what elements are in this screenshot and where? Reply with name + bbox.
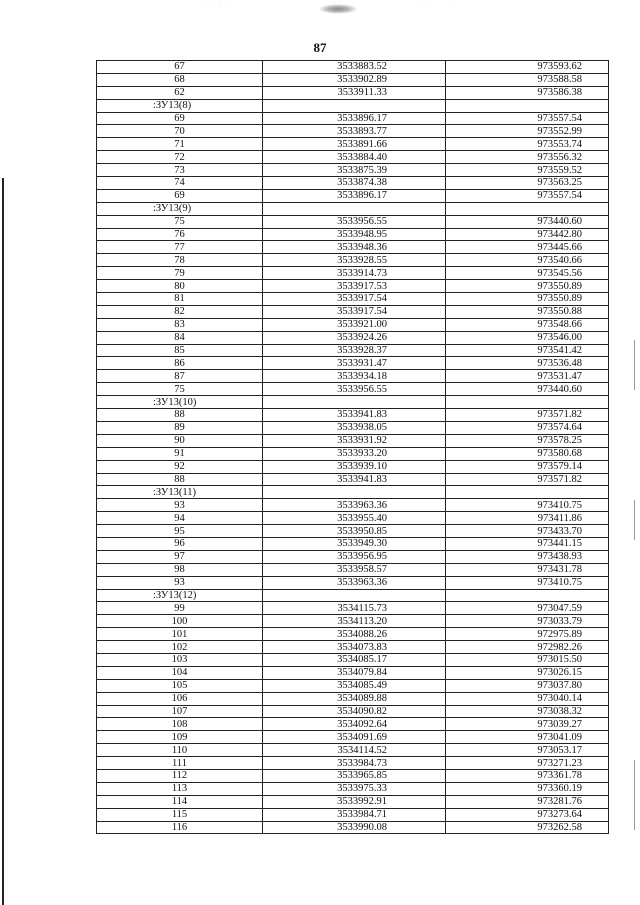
x-coordinate-cell: 3533941.83 [263, 473, 446, 486]
x-coordinate-cell: 3533938.05 [263, 421, 446, 434]
table-row [97, 61, 609, 74]
table-row [97, 228, 609, 241]
x-coordinate-cell: 3534090.82 [263, 705, 446, 718]
point-number-cell: 68 [97, 73, 263, 86]
x-coordinate-cell: 3533948.36 [263, 241, 446, 254]
y-coordinate-cell: 973580.68 [446, 447, 609, 460]
point-number-cell: 92 [97, 460, 263, 473]
x-coordinate-cell: 3533984.71 [263, 808, 446, 821]
scan-edge-left [2, 178, 4, 905]
scan-noise-right: · · · · [420, 4, 454, 10]
table-row [97, 718, 609, 731]
x-coordinate-cell: 3534091.69 [263, 731, 446, 744]
scan-noise-left: · · · · [200, 4, 234, 10]
y-coordinate-cell: 973053.17 [446, 744, 609, 757]
empty-cell [263, 486, 446, 499]
point-number-cell: 106 [97, 692, 263, 705]
table-row [97, 112, 609, 125]
x-coordinate-cell: 3533921.00 [263, 318, 446, 331]
x-coordinate-cell: 3533928.37 [263, 344, 446, 357]
x-coordinate-cell: 3533955.40 [263, 512, 446, 525]
y-coordinate-cell: 973038.32 [446, 705, 609, 718]
point-number-cell: 90 [97, 434, 263, 447]
table-row [97, 653, 609, 666]
point-number-cell: 96 [97, 537, 263, 550]
section-label: :ЗУ13(9) [97, 202, 263, 215]
table-row [97, 576, 609, 589]
section-header-row [97, 396, 609, 409]
x-coordinate-cell: 3533956.55 [263, 383, 446, 396]
table-row [97, 744, 609, 757]
x-coordinate-cell: 3533874.38 [263, 177, 446, 190]
table-row [97, 602, 609, 615]
point-number-cell: 93 [97, 499, 263, 512]
y-coordinate-cell: 973281.76 [446, 795, 609, 808]
y-coordinate-cell: 973039.27 [446, 718, 609, 731]
y-coordinate-cell: 973574.64 [446, 421, 609, 434]
x-coordinate-cell: 3533928.55 [263, 254, 446, 267]
x-coordinate-cell: 3534115.73 [263, 602, 446, 615]
point-number-cell: 104 [97, 666, 263, 679]
x-coordinate-cell: 3534088.26 [263, 628, 446, 641]
scan-mark-right-2 [634, 500, 635, 540]
point-number-cell: 74 [97, 177, 263, 190]
x-coordinate-cell: 3534085.17 [263, 653, 446, 666]
point-number-cell: 110 [97, 744, 263, 757]
scan-mark-right-1 [634, 340, 635, 390]
point-number-cell: 69 [97, 112, 263, 125]
table-row [97, 331, 609, 344]
x-coordinate-cell: 3533948.95 [263, 228, 446, 241]
y-coordinate-cell: 973578.25 [446, 434, 609, 447]
table-row [97, 254, 609, 267]
point-number-cell: 99 [97, 602, 263, 615]
y-coordinate-cell: 973015.50 [446, 653, 609, 666]
y-coordinate-cell: 973536.48 [446, 357, 609, 370]
y-coordinate-cell: 973557.54 [446, 189, 609, 202]
x-coordinate-cell: 3533917.54 [263, 293, 446, 306]
x-coordinate-cell: 3533896.17 [263, 112, 446, 125]
empty-cell [263, 396, 446, 409]
x-coordinate-cell: 3533958.57 [263, 563, 446, 576]
coordinates-table-body [97, 61, 609, 834]
point-number-cell: 85 [97, 344, 263, 357]
x-coordinate-cell: 3533956.95 [263, 550, 446, 563]
point-number-cell: 114 [97, 795, 263, 808]
y-coordinate-cell: 973541.42 [446, 344, 609, 357]
point-number-cell: 116 [97, 821, 263, 834]
y-coordinate-cell: 973047.59 [446, 602, 609, 615]
table-row [97, 705, 609, 718]
y-coordinate-cell: 973550.89 [446, 293, 609, 306]
y-coordinate-cell: 973271.23 [446, 757, 609, 770]
point-number-cell: 71 [97, 138, 263, 151]
y-coordinate-cell: 973548.66 [446, 318, 609, 331]
table-row [97, 537, 609, 550]
y-coordinate-cell: 973438.93 [446, 550, 609, 563]
table-row [97, 215, 609, 228]
x-coordinate-cell: 3533933.20 [263, 447, 446, 460]
point-number-cell: 88 [97, 473, 263, 486]
y-coordinate-cell: 973041.09 [446, 731, 609, 744]
y-coordinate-cell: 973440.60 [446, 383, 609, 396]
x-coordinate-cell: 3534092.64 [263, 718, 446, 731]
x-coordinate-cell: 3534073.83 [263, 641, 446, 654]
table-row [97, 692, 609, 705]
point-number-cell: 67 [97, 61, 263, 74]
point-number-cell: 77 [97, 241, 263, 254]
x-coordinate-cell: 3533950.85 [263, 525, 446, 538]
x-coordinate-cell: 3534085.49 [263, 679, 446, 692]
empty-cell [446, 486, 609, 499]
y-coordinate-cell: 973445.66 [446, 241, 609, 254]
table-row [97, 293, 609, 306]
y-coordinate-cell: 972982.26 [446, 641, 609, 654]
point-number-cell: 62 [97, 86, 263, 99]
point-number-cell: 100 [97, 615, 263, 628]
point-number-cell: 111 [97, 757, 263, 770]
table-row [97, 434, 609, 447]
point-number-cell: 103 [97, 653, 263, 666]
y-coordinate-cell: 973410.75 [446, 499, 609, 512]
point-number-cell: 102 [97, 641, 263, 654]
x-coordinate-cell: 3533934.18 [263, 370, 446, 383]
x-coordinate-cell: 3533931.47 [263, 357, 446, 370]
y-coordinate-cell: 973552.99 [446, 125, 609, 138]
x-coordinate-cell: 3533963.36 [263, 576, 446, 589]
y-coordinate-cell: 973586.38 [446, 86, 609, 99]
x-coordinate-cell: 3533984.73 [263, 757, 446, 770]
x-coordinate-cell: 3534113.20 [263, 615, 446, 628]
y-coordinate-cell: 973026.15 [446, 666, 609, 679]
point-number-cell: 112 [97, 769, 263, 782]
y-coordinate-cell: 973546.00 [446, 331, 609, 344]
table-row [97, 679, 609, 692]
y-coordinate-cell: 973540.66 [446, 254, 609, 267]
table-row [97, 86, 609, 99]
point-number-cell: 115 [97, 808, 263, 821]
point-number-cell: 97 [97, 550, 263, 563]
y-coordinate-cell: 973563.25 [446, 177, 609, 190]
y-coordinate-cell: 973557.54 [446, 112, 609, 125]
table-row [97, 550, 609, 563]
table-row [97, 769, 609, 782]
table-row [97, 280, 609, 293]
y-coordinate-cell: 973559.52 [446, 164, 609, 177]
table-row [97, 383, 609, 396]
point-number-cell: 86 [97, 357, 263, 370]
y-coordinate-cell: 973361.78 [446, 769, 609, 782]
point-number-cell: 108 [97, 718, 263, 731]
section-label: :ЗУ13(8) [97, 99, 263, 112]
y-coordinate-cell: 973410.75 [446, 576, 609, 589]
point-number-cell: 69 [97, 189, 263, 202]
point-number-cell: 80 [97, 280, 263, 293]
y-coordinate-cell: 973571.82 [446, 409, 609, 422]
table-row [97, 615, 609, 628]
point-number-cell: 91 [97, 447, 263, 460]
y-coordinate-cell: 973556.32 [446, 151, 609, 164]
y-coordinate-cell: 973553.74 [446, 138, 609, 151]
point-number-cell: 70 [97, 125, 263, 138]
section-label: :ЗУ13(10) [97, 396, 263, 409]
x-coordinate-cell: 3533875.39 [263, 164, 446, 177]
point-number-cell: 107 [97, 705, 263, 718]
point-number-cell: 95 [97, 525, 263, 538]
y-coordinate-cell: 973262.58 [446, 821, 609, 834]
table-row [97, 666, 609, 679]
y-coordinate-cell: 973531.47 [446, 370, 609, 383]
table-row [97, 757, 609, 770]
y-coordinate-cell: 972975.89 [446, 628, 609, 641]
empty-cell [263, 202, 446, 215]
empty-cell [263, 99, 446, 112]
section-header-row [97, 99, 609, 112]
table-row [97, 447, 609, 460]
y-coordinate-cell: 973431.78 [446, 563, 609, 576]
x-coordinate-cell: 3533963.36 [263, 499, 446, 512]
point-number-cell: 75 [97, 215, 263, 228]
table-row [97, 177, 609, 190]
y-coordinate-cell: 973550.88 [446, 305, 609, 318]
y-coordinate-cell: 973440.60 [446, 215, 609, 228]
point-number-cell: 78 [97, 254, 263, 267]
section-label: :ЗУ13(12) [97, 589, 263, 602]
y-coordinate-cell: 973593.62 [446, 61, 609, 74]
x-coordinate-cell: 3533917.54 [263, 305, 446, 318]
point-number-cell: 87 [97, 370, 263, 383]
point-number-cell: 109 [97, 731, 263, 744]
empty-cell [446, 589, 609, 602]
table-row [97, 151, 609, 164]
point-number-cell: 76 [97, 228, 263, 241]
table-row [97, 821, 609, 834]
y-coordinate-cell: 973588.58 [446, 73, 609, 86]
table-row [97, 164, 609, 177]
table-row [97, 808, 609, 821]
point-number-cell: 94 [97, 512, 263, 525]
y-coordinate-cell: 973037.80 [446, 679, 609, 692]
table-row [97, 318, 609, 331]
x-coordinate-cell: 3533956.55 [263, 215, 446, 228]
table-row [97, 473, 609, 486]
x-coordinate-cell: 3533891.66 [263, 138, 446, 151]
x-coordinate-cell: 3533896.17 [263, 189, 446, 202]
x-coordinate-cell: 3533914.73 [263, 267, 446, 280]
x-coordinate-cell: 3533992.91 [263, 795, 446, 808]
table-row [97, 241, 609, 254]
x-coordinate-cell: 3533917.53 [263, 280, 446, 293]
section-label: :ЗУ13(11) [97, 486, 263, 499]
y-coordinate-cell: 973411.86 [446, 512, 609, 525]
table-row [97, 782, 609, 795]
x-coordinate-cell: 3534079.84 [263, 666, 446, 679]
point-number-cell: 84 [97, 331, 263, 344]
x-coordinate-cell: 3533883.52 [263, 61, 446, 74]
point-number-cell: 79 [97, 267, 263, 280]
table-row [97, 267, 609, 280]
empty-cell [446, 396, 609, 409]
point-number-cell: 82 [97, 305, 263, 318]
table-row [97, 563, 609, 576]
table-row [97, 641, 609, 654]
x-coordinate-cell: 3533902.89 [263, 73, 446, 86]
y-coordinate-cell: 973360.19 [446, 782, 609, 795]
point-number-cell: 93 [97, 576, 263, 589]
scan-mark-right-3 [634, 760, 635, 830]
empty-cell [263, 589, 446, 602]
x-coordinate-cell: 3533939.10 [263, 460, 446, 473]
x-coordinate-cell: 3533893.77 [263, 125, 446, 138]
x-coordinate-cell: 3534114.52 [263, 744, 446, 757]
table-row [97, 460, 609, 473]
x-coordinate-cell: 3533924.26 [263, 331, 446, 344]
point-number-cell: 81 [97, 293, 263, 306]
table-row [97, 344, 609, 357]
point-number-cell: 98 [97, 563, 263, 576]
x-coordinate-cell: 3533949.30 [263, 537, 446, 550]
table-row [97, 512, 609, 525]
y-coordinate-cell: 973441.15 [446, 537, 609, 550]
x-coordinate-cell: 3533911.33 [263, 86, 446, 99]
scan-artifact-top [318, 4, 358, 14]
table-row [97, 525, 609, 538]
y-coordinate-cell: 973579.14 [446, 460, 609, 473]
empty-cell [446, 202, 609, 215]
table-row [97, 499, 609, 512]
x-coordinate-cell: 3533965.85 [263, 769, 446, 782]
x-coordinate-cell: 3533975.33 [263, 782, 446, 795]
y-coordinate-cell: 973040.14 [446, 692, 609, 705]
y-coordinate-cell: 973571.82 [446, 473, 609, 486]
point-number-cell: 72 [97, 151, 263, 164]
table-row [97, 421, 609, 434]
section-header-row [97, 589, 609, 602]
point-number-cell: 89 [97, 421, 263, 434]
table-row [97, 357, 609, 370]
point-number-cell: 113 [97, 782, 263, 795]
section-header-row [97, 202, 609, 215]
table-row [97, 73, 609, 86]
table-row [97, 370, 609, 383]
table-row [97, 731, 609, 744]
coordinates-table [96, 60, 609, 834]
point-number-cell: 83 [97, 318, 263, 331]
table-row [97, 409, 609, 422]
empty-cell [446, 99, 609, 112]
x-coordinate-cell: 3534089.88 [263, 692, 446, 705]
table-row [97, 189, 609, 202]
y-coordinate-cell: 973033.79 [446, 615, 609, 628]
x-coordinate-cell: 3533884.40 [263, 151, 446, 164]
page-number: 87 [313, 40, 327, 55]
y-coordinate-cell: 973442.80 [446, 228, 609, 241]
point-number-cell: 105 [97, 679, 263, 692]
x-coordinate-cell: 3533931.92 [263, 434, 446, 447]
y-coordinate-cell: 973545.56 [446, 267, 609, 280]
x-coordinate-cell: 3533941.83 [263, 409, 446, 422]
y-coordinate-cell: 973433.70 [446, 525, 609, 538]
x-coordinate-cell: 3533990.08 [263, 821, 446, 834]
point-number-cell: 75 [97, 383, 263, 396]
y-coordinate-cell: 973550.89 [446, 280, 609, 293]
table-row [97, 305, 609, 318]
table-row [97, 628, 609, 641]
point-number-cell: 101 [97, 628, 263, 641]
point-number-cell: 88 [97, 409, 263, 422]
y-coordinate-cell: 973273.64 [446, 808, 609, 821]
point-number-cell: 73 [97, 164, 263, 177]
section-header-row [97, 486, 609, 499]
table-row [97, 125, 609, 138]
table-row [97, 795, 609, 808]
table-row [97, 138, 609, 151]
